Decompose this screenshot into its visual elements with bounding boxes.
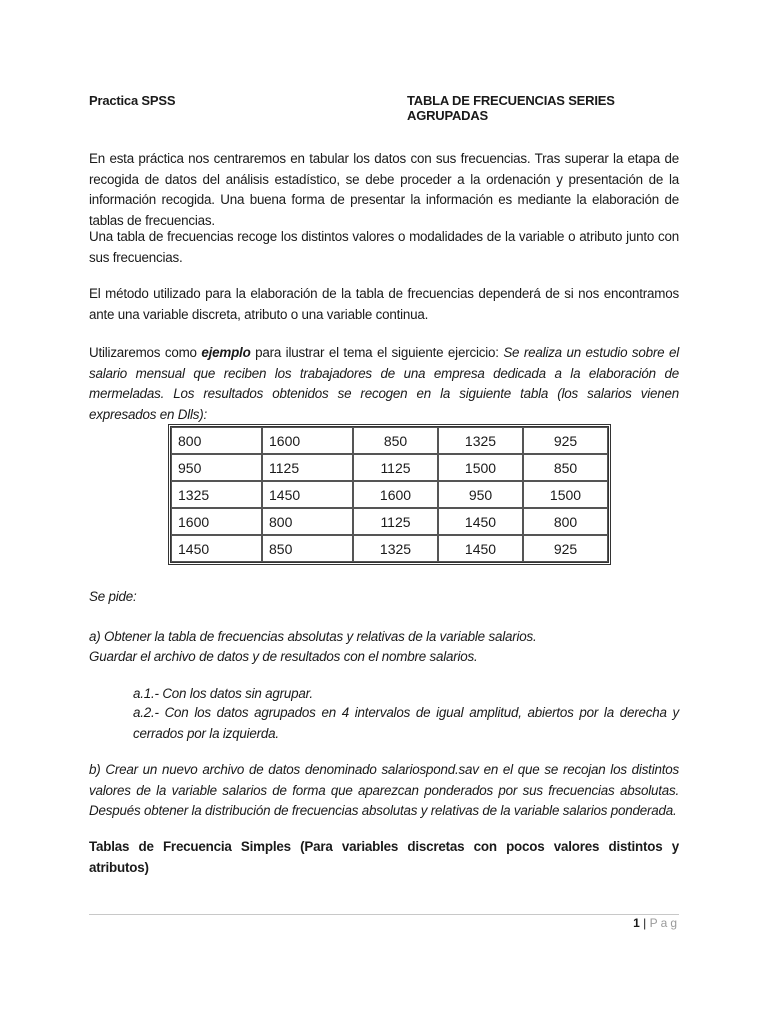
table-cell: 1325 — [438, 427, 523, 454]
method-paragraph: El método utilizado para la elaboración de la tabla de frecuencias dependerá de si nos encontramos ante una variable discreta, atributo o una variable continua. — [89, 286, 679, 322]
page-separator: | — [639, 916, 650, 930]
table-cell: 800 — [523, 508, 608, 535]
table-cell: 950 — [171, 454, 262, 481]
example-middle: para ilustrar el tema el siguiente ejercicio: — [250, 345, 504, 360]
header-left-title: Practica SPSS — [89, 93, 176, 108]
table-cell: 1125 — [353, 454, 438, 481]
table-cell: 1500 — [523, 481, 608, 508]
task-a2: a.2.- Con los datos agrupados en 4 intervalos de igual amplitud, abiertos por la derecha y cerrados por la izquierda. — [133, 705, 679, 741]
table-row — [171, 454, 608, 481]
salary-table — [168, 424, 611, 565]
footer-divider — [89, 914, 679, 915]
table-cell: 1450 — [171, 535, 262, 562]
table-cell: 1600 — [171, 508, 262, 535]
table-cell: 925 — [523, 535, 608, 562]
table-cell: 1600 — [353, 481, 438, 508]
example-paragraph — [89, 343, 679, 425]
definition-paragraph: Una tabla de frecuencias recoge los distintos valores o modalidades de la variable o atributo junto con sus frecuencias. — [89, 229, 679, 265]
table-cell: 925 — [523, 427, 608, 454]
section-heading: Tablas de Frecuencia Simples (Para variables discretas con pocos valores distintos y atributos) — [89, 839, 679, 875]
table-cell: 1450 — [438, 508, 523, 535]
table-cell: 850 — [353, 427, 438, 454]
table-row — [171, 481, 608, 508]
page-number: 1 — [633, 916, 640, 930]
example-lead: Utilizaremos como — [89, 345, 202, 360]
table-cell: 800 — [262, 508, 353, 535]
example-statement: Se realiza un estudio sobre el salario mensual que reciben los trabajadores de una empresa dedicada a la elaboración de mermeladas. Los resultados obtenidos se recogen en la siguiente tabla (los salarios vienen expresados en Dlls): — [89, 345, 679, 422]
table-cell: 1325 — [171, 481, 262, 508]
task-a-line1: a) Obtener la tabla de frecuencias absolutas y relativas de la variable salarios. — [89, 629, 537, 644]
salary-table-body — [171, 427, 608, 562]
table-cell: 1125 — [353, 508, 438, 535]
table-cell: 1325 — [353, 535, 438, 562]
task-b: b) Crear un nuevo archivo de datos denominado salariospond.sav en el que se recojan los distintos valores de la variable salarios de forma que aparezcan ponderados por sus frecuencias absolutas. Después obtener la distribución de frecuencias absolutas y relativas de la variable salarios ponderada. — [89, 762, 679, 818]
table-row — [171, 535, 608, 562]
table-cell: 850 — [262, 535, 353, 562]
header-right-title: TABLA DE FRECUENCIAS SERIES AGRUPADAS — [407, 93, 615, 123]
task-a1: a.1.- Con los datos sin agrupar. — [133, 686, 313, 701]
table-cell: 1125 — [262, 454, 353, 481]
table-cell: 1600 — [262, 427, 353, 454]
task-a-line2: Guardar el archivo de datos y de resultados con el nombre salarios. — [89, 649, 478, 664]
table-cell: 850 — [523, 454, 608, 481]
table-cell: 1450 — [262, 481, 353, 508]
table-cell: 1450 — [438, 535, 523, 562]
intro-paragraph: En esta práctica nos centraremos en tabular los datos con sus frecuencias. Tras superar la etapa de recogida de datos del análisis estadístico, se debe proceder a la ordenación y presentación de la información recogida. Una buena forma de presentar la información es mediante la elaboración de tablas de frecuencias. — [89, 151, 679, 228]
se-pide-label: Se pide: — [89, 589, 137, 604]
table-cell: 1500 — [438, 454, 523, 481]
table-row — [171, 508, 608, 535]
table-cell: 950 — [438, 481, 523, 508]
table-cell: 800 — [171, 427, 262, 454]
page-footer — [600, 916, 680, 930]
table-row — [171, 427, 608, 454]
example-keyword: ejemplo — [201, 345, 251, 360]
page-label: Pag — [649, 916, 680, 930]
